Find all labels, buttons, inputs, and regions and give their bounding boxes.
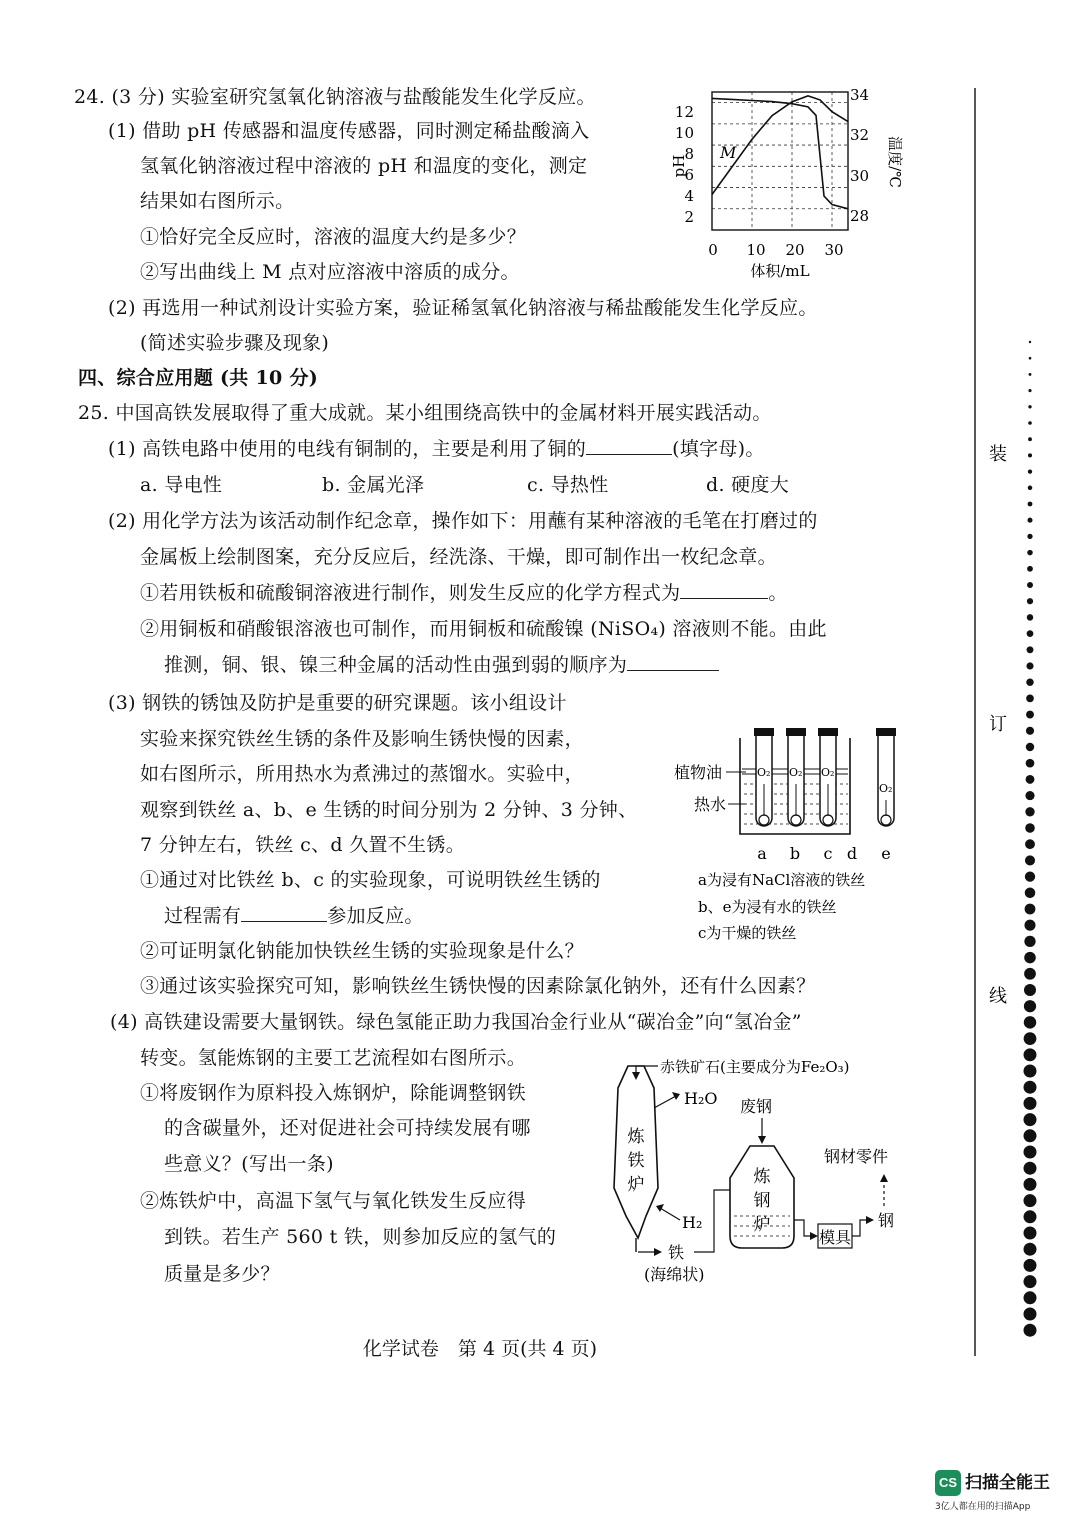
binding-dot: [1027, 566, 1033, 572]
binding-dot: [1027, 614, 1033, 620]
binding-dot: [1025, 904, 1036, 915]
q24-p1-line3: 结果如右图所示。: [140, 190, 295, 212]
iron-furnace-char-1: 炼: [627, 1127, 645, 1147]
binding-dot: [1027, 582, 1033, 588]
binding-dot: [1024, 1178, 1037, 1191]
binding-dot: [1024, 1194, 1037, 1207]
legend-line-1: a为浸有NaCl溶液的铁丝: [698, 871, 866, 889]
left-tick-2: 2: [684, 208, 694, 226]
binding-dot: [1027, 646, 1034, 653]
binding-dot: [1024, 968, 1036, 980]
x-tick-0: 0: [708, 241, 718, 259]
q25-p4-question1-line2: 的含碳量外，还对促进社会可持续发展有哪: [164, 1117, 531, 1139]
binding-dot: [1027, 550, 1033, 556]
rusting-experiment-diagram: [668, 722, 912, 948]
binding-dot: [1024, 936, 1035, 947]
iron-furnace-char-2: 铁: [627, 1151, 645, 1171]
x-tick-20: 20: [785, 241, 805, 259]
binding-dot: [1024, 1129, 1037, 1142]
q25-p2-line2: 金属板上绘制图案，充分反应后，经洗涤、干燥，即可制作出一枚纪念章。: [140, 546, 777, 568]
left-tick-6: 6: [684, 166, 694, 184]
binding-dot: [1024, 984, 1036, 996]
left-tick-8: 8: [684, 145, 694, 163]
left-tick-10: 10: [674, 124, 694, 142]
left-tick-12: 12: [674, 103, 694, 121]
binding-dot: [1026, 743, 1034, 751]
binding-dot: [1024, 1097, 1037, 1110]
binding-dot: [1024, 1065, 1037, 1078]
steel-furnace-char-1: 炼: [753, 1167, 771, 1187]
tube-label-a: a: [757, 844, 767, 863]
ph-temperature-chart: [668, 80, 906, 284]
svg-text:O₂: O₂: [879, 782, 893, 795]
q25-p3-question1-line2: 过程需有 参加反应。: [164, 905, 424, 927]
scanner-app-logo: [935, 1468, 1075, 1516]
binding-dot: [1027, 598, 1033, 604]
binding-dot: [1028, 405, 1031, 408]
hydrogen-input-label: H₂: [682, 1213, 703, 1232]
binding-dot: [1025, 855, 1035, 865]
binding-dot: [1024, 1324, 1037, 1337]
binding-dot: [1027, 630, 1034, 637]
answer-blank-2[interactable]: [680, 580, 768, 599]
scanner-logo-title: 扫描全能王: [965, 1473, 1050, 1493]
option-d: d. 硬度大: [706, 474, 790, 496]
q25-p3-line2: 实验来探究铁丝生锈的条件及影响生锈快慢的因素，: [140, 728, 584, 750]
q24-p1-question2: ②写出曲线上 M 点对应溶液中溶质的成分。: [140, 261, 520, 283]
binding-dot: [1024, 1227, 1037, 1240]
q25-p4-question1-line3: 些意义？(写出一条): [164, 1153, 334, 1175]
legend-line-3: c为干燥的铁丝: [698, 924, 797, 942]
test-tube-3: [818, 728, 838, 826]
binding-dot: [1028, 453, 1032, 457]
right-axis-label: 温度/℃: [886, 136, 904, 188]
q25-p2-question2-line1: ②用铜板和硝酸银溶液也可制作，而用铜板和硫酸镍 (NiSO₄) 溶液则不能。由此: [140, 618, 827, 640]
ore-label: 赤铁矿石(主要成分为Fe₂O₃): [660, 1058, 850, 1076]
scrap-steel-label: 废钢: [740, 1097, 773, 1116]
binding-dot: [1024, 952, 1036, 964]
binding-dot: [1024, 1048, 1037, 1061]
q24-p1-line2: 氢氧化钠溶液过程中溶液的 pH 和温度的变化，测定: [140, 155, 588, 177]
steel-furnace-char-2: 钢: [753, 1191, 771, 1211]
q24-p1-line1: (1) 借助 pH 传感器和温度传感器，同时测定稀盐酸滴入: [108, 120, 590, 142]
tube-label-b: b: [789, 844, 801, 863]
binding-dot: [1026, 662, 1033, 669]
binding-dot: [1028, 486, 1033, 491]
binding-dot: [1024, 1000, 1036, 1012]
scanner-badge-icon: CS: [935, 1470, 961, 1496]
right-tick-30: 30: [850, 167, 870, 185]
q25-p2-question1: ①若用铁板和硫酸铜溶液进行制作，则发生反应的化学方程式为 。: [140, 582, 788, 604]
binding-dot: [1024, 1275, 1037, 1288]
binding-dot: [1026, 775, 1035, 784]
steel-furnace-char-3: 炉: [753, 1215, 771, 1235]
binding-margin: [955, 0, 1080, 1529]
iron-output-label: 铁: [668, 1243, 685, 1262]
binding-dot: [1024, 1210, 1037, 1223]
q25-p4-question2-line2: 到铁。若生产 560 t 铁，则参加反应的氢气的: [164, 1226, 557, 1248]
binding-dot: [1024, 1259, 1037, 1272]
binding-dot: [1024, 1146, 1037, 1159]
binding-dot: [1025, 807, 1034, 816]
answer-blank-1[interactable]: [586, 436, 672, 455]
option-c: c. 导热性: [527, 474, 609, 496]
hydrogen-steelmaking-flow-diagram: [598, 1048, 920, 1288]
q25-p3-question1-line1: ①通过对比铁丝 b、c 的实验现象，可说明铁丝生锈的: [140, 869, 601, 891]
q25-p4-question2-line3: 质量是多少？: [164, 1263, 280, 1285]
svg-text:O₂: O₂: [757, 766, 771, 779]
binding-label-xian: 线: [989, 986, 1007, 1007]
q25-stem: 25. 中国高铁发展取得了重大成就。某小组围绕高铁中的金属材料开展实践活动。: [78, 402, 772, 424]
q25-p2-line1: (2) 用化学方法为该活动制作纪念章，操作如下：用蘸有某种溶液的毛笔在打磨过的: [108, 510, 818, 532]
binding-dot: [1027, 534, 1032, 539]
q25-p3-line1: (3) 钢铁的锈蚀及防护是重要的研究课题。该小组设计: [108, 692, 567, 714]
binding-dot: [1028, 437, 1032, 441]
binding-dot: [1026, 727, 1034, 735]
label-vegetable-oil: 植物油: [674, 763, 723, 782]
binding-label-zhuang: 装: [989, 444, 1007, 465]
binding-dot: [1028, 469, 1032, 473]
q25-p1: (1) 高铁电路中使用的电线有铜制的，主要是利用了铜的 (填字母)。: [108, 438, 765, 460]
binding-dot: [1024, 1291, 1037, 1304]
tube-label-c: c: [823, 844, 833, 863]
binding-dot: [1029, 357, 1032, 360]
scanner-logo-subtitle: 3亿人都在用的扫描App: [935, 1502, 1031, 1512]
binding-dot: [1029, 373, 1032, 376]
tube-label-d: d: [846, 844, 858, 863]
option-a: a. 导电性: [140, 474, 223, 496]
q25-p3-line3: 如右图所示，所用热水为煮沸过的蒸馏水。实验中，: [140, 763, 584, 785]
binding-dot: [1025, 791, 1034, 800]
q24-p1-question1: ①恰好完全反应时，溶液的温度大约是多少？: [140, 226, 527, 248]
right-tick-28: 28: [850, 207, 870, 225]
binding-dot: [1024, 1032, 1037, 1045]
x-axis-label: 体积/mL: [750, 262, 810, 280]
right-tick-32: 32: [850, 126, 870, 144]
binding-dot: [1026, 759, 1035, 768]
binding-dot: [1024, 1162, 1037, 1175]
test-tube-1: [754, 728, 774, 826]
q25-p4-line2: 转变。氢能炼钢的主要工艺流程如右图所示。: [140, 1047, 527, 1069]
mold-label: 模具: [818, 1228, 852, 1247]
q25-p3-line4: 观察到铁丝 a、b、e 生锈的时间分别为 2 分钟、3 分钟、: [140, 799, 638, 821]
binding-dot: [1024, 1113, 1037, 1126]
binding-dot: [1024, 1243, 1037, 1256]
binding-dot: [1025, 823, 1035, 833]
svg-text:O₂: O₂: [789, 766, 803, 779]
binding-dot: [1026, 711, 1034, 719]
binding-dot: [1027, 518, 1032, 523]
binding-dot: [1025, 888, 1036, 899]
iron-note-label: (海绵状): [644, 1265, 705, 1284]
binding-dot: [1028, 421, 1032, 425]
left-tick-4: 4: [684, 187, 694, 205]
binding-dot: [1026, 695, 1034, 703]
binding-dot: [1024, 1081, 1037, 1094]
steel-label: 钢: [878, 1211, 895, 1230]
q25-p4-question1-line1: ①将废钢作为原料投入炼钢炉，除能调整钢铁: [140, 1082, 527, 1104]
test-tube-2: [786, 728, 806, 826]
page-footer: 化学试卷 第 4 页(共 4 页): [362, 1338, 598, 1360]
q24-p2-line1: (2) 再选用一种试剂设计实验方案，验证稀氢氧化钠溶液与稀盐酸能发生化学反应。: [108, 297, 818, 319]
binding-label-ding: 订: [989, 714, 1007, 735]
q24-p2-line2: (简述实验步骤及现象): [140, 332, 330, 354]
label-hot-water: 热水: [694, 795, 727, 814]
svg-text:O₂: O₂: [821, 766, 835, 779]
right-tick-34: 34: [850, 86, 870, 104]
x-tick-10: 10: [746, 241, 766, 259]
q25-p3-question3: ③通过该实验探究可知，影响铁丝生锈快慢的因素除氯化钠外，还有什么因素？: [140, 975, 816, 997]
binding-dot: [1025, 871, 1035, 881]
binding-dot: [1024, 920, 1035, 931]
binding-dot: [1024, 1308, 1037, 1321]
left-axis-label: pH: [670, 154, 688, 178]
legend-line-2: b、e为浸有水的铁丝: [698, 898, 837, 916]
q25-p4-question2-line1: ②炼铁炉中，高温下氢气与氧化铁发生反应得: [140, 1190, 527, 1212]
steel-parts-label: 钢材零件: [824, 1147, 889, 1166]
point-m-label: M: [720, 143, 737, 162]
binding-dot: [1028, 502, 1033, 507]
q24-stem: 24. (3 分) 实验室研究氢氧化钠溶液与盐酸能发生化学反应。: [74, 86, 596, 108]
x-tick-30: 30: [824, 241, 844, 259]
binding-dot: [1024, 1016, 1036, 1028]
iron-furnace-char-3: 炉: [627, 1175, 645, 1195]
binding-dot: [1026, 678, 1033, 685]
q25-p4-line1: (4) 高铁建设需要大量钢铁。绿色氢能正助力我国冶金行业从“碳冶金”向“氢冶金”: [110, 1011, 802, 1033]
q25-p2-question2-line2: 推测，铜、银、镍三种金属的活动性由强到弱的顺序为: [164, 652, 719, 678]
water-output-label: H₂O: [684, 1089, 718, 1108]
section-4-heading: 四、综合应用题 (共 10 分): [78, 367, 319, 389]
test-tube-e: [876, 728, 896, 826]
q25-p3-line5: 7 分钟左右，铁丝 c、d 久置不生锈。: [140, 834, 466, 856]
binding-dot: [1028, 389, 1031, 392]
tube-label-e: e: [881, 844, 891, 863]
binding-dot: [1025, 839, 1035, 849]
binding-dots: [1024, 341, 1037, 1337]
q25-options: [0, 472, 900, 498]
option-b: b. 金属光泽: [322, 474, 425, 496]
q25-p3-question2: ②可证明氯化钠能加快铁丝生锈的实验现象是什么？: [140, 940, 584, 962]
binding-dot: [1029, 341, 1031, 343]
answer-blank-3[interactable]: [627, 652, 719, 671]
answer-blank-4[interactable]: [241, 903, 327, 922]
